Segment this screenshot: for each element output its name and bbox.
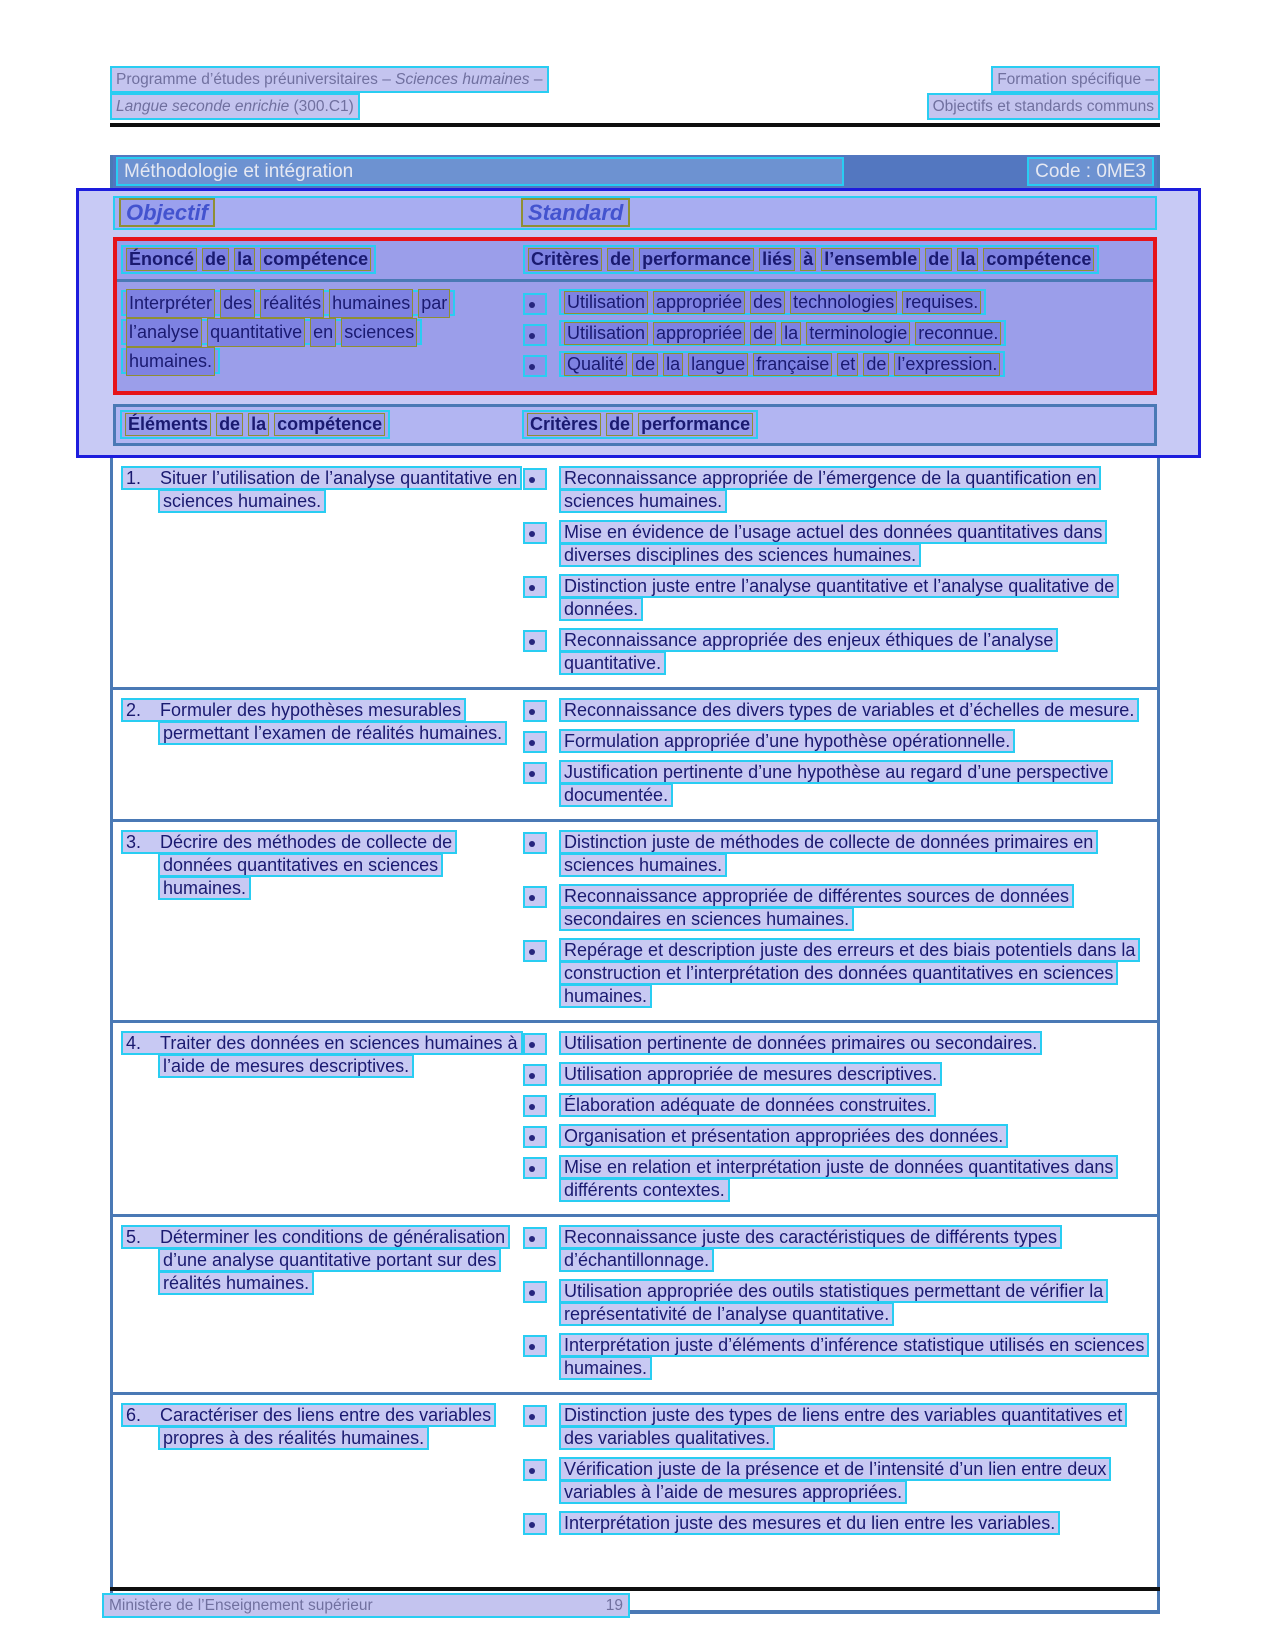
header-langue-code: (300.C1)	[289, 98, 354, 115]
criterion-text: Utilisation appropriée de mesures descriptives.	[559, 1062, 942, 1086]
list-item	[523, 1226, 1153, 1272]
page-header-line-2	[110, 93, 1160, 120]
criterion-text: Reconnaissance juste des caractéristiques de différents types d’échantillonnage.	[559, 1225, 1062, 1272]
list-item	[523, 1032, 1153, 1055]
page-header-line-1	[110, 66, 1160, 93]
criterion-text: Interprétation juste d’éléments d’inférence statistique utilisés en sciences humaines.	[559, 1333, 1149, 1380]
criterion-text: Interprétation juste des mesures et du lien entre les variables.	[559, 1511, 1060, 1535]
bullet-icon	[523, 1033, 547, 1055]
bullet-icon	[523, 1227, 547, 1249]
bullet-icon	[523, 355, 547, 377]
element-text: Décrire des méthodes de collecte de données quantitatives en sciences humaines.	[160, 832, 453, 898]
list-item	[523, 730, 1153, 753]
bullet-icon	[523, 731, 547, 753]
header-objectifs-label: Objectifs et standards communs	[927, 93, 1160, 120]
criterion-text: Repérage et description juste des erreurs et des biais potentiels dans la construction et l’interprétation des données quantitatives en sciences humaines.	[559, 938, 1140, 1008]
criterion-text: Distinction juste des types de liens entre des variables quantitatives et des variables qualitatives.	[559, 1403, 1127, 1450]
table-row	[113, 1392, 1157, 1610]
list-item	[523, 1334, 1153, 1380]
list-item	[523, 1094, 1153, 1117]
list-item	[523, 353, 1149, 377]
bullet-icon	[523, 293, 547, 315]
criterion-text: Distinction juste de méthodes de collecte de données primaires en sciences humaines.	[559, 830, 1098, 877]
list-item	[523, 831, 1153, 877]
criterion-text: Distinction juste entre l’analyse quantitative et l’analyse qualitative de données.	[559, 574, 1119, 621]
element-number: 4.	[126, 1033, 142, 1053]
element-number: 2.	[126, 700, 142, 720]
footer-rule	[110, 1587, 1160, 1591]
bullet-icon	[523, 1095, 547, 1117]
enonce-right-header: Critères de performance liés à l’ensemble de la compétence	[523, 245, 1099, 274]
bullet-icon	[523, 762, 547, 784]
list-item	[523, 1404, 1153, 1450]
criterion-text: Utilisation pertinente de données primaires ou secondaires.	[559, 1031, 1042, 1055]
objectif-standard-annotation-box	[76, 188, 1201, 458]
standard-heading: Standard	[521, 198, 630, 227]
criterion-text: Mise en relation et interprétation juste de données quantitatives dans différents contextes.	[559, 1155, 1118, 1202]
list-item	[523, 521, 1153, 567]
element-text: Traiter des données en sciences humaines à l’aide de mesures descriptives.	[160, 1033, 518, 1076]
element-cell	[117, 831, 523, 1008]
bullet-icon	[523, 1513, 547, 1535]
enonce-body-row	[117, 282, 1153, 391]
enonce-criterion: Utilisation appropriée de la terminologie reconnue.	[559, 320, 1006, 346]
bullet-icon	[523, 700, 547, 722]
footer-page-number: 19	[605, 1597, 623, 1614]
criterion-text: Reconnaissance appropriée de l’émergence de la quantification en sciences humaines.	[559, 466, 1101, 513]
list-item	[523, 761, 1153, 807]
competence-statement: Interpréter des réalités humaines par l’analyse quantitative en sciences humaines.	[121, 289, 491, 376]
bullet-icon	[523, 630, 547, 652]
list-item	[523, 1125, 1153, 1148]
list-item	[523, 885, 1153, 931]
bullet-icon	[523, 324, 547, 346]
criterion-text: Élaboration adéquate de données construites.	[559, 1093, 936, 1117]
bullet-icon	[523, 886, 547, 908]
table-row	[113, 1214, 1157, 1392]
elements-header-row	[113, 404, 1157, 446]
table-row	[113, 819, 1157, 1020]
elements-table-body	[113, 458, 1157, 1610]
table-title-bar	[113, 155, 1157, 188]
objectif-heading: Objectif	[119, 198, 215, 227]
bullet-icon	[523, 468, 547, 490]
page-header	[110, 66, 1160, 127]
list-item	[523, 1458, 1153, 1504]
objectif-standard-row	[113, 196, 1157, 230]
bullet-icon	[523, 1459, 547, 1481]
bullet-icon	[523, 832, 547, 854]
bullet-icon	[523, 1405, 547, 1427]
enonce-header-row	[117, 241, 1153, 282]
element-text: Caractériser des liens entre des variables propres à des réalités humaines.	[160, 1405, 492, 1448]
bullet-icon	[523, 940, 547, 962]
element-number: 6.	[126, 1405, 142, 1425]
element-cell	[117, 1032, 523, 1202]
competence-table	[110, 155, 1160, 1614]
bullet-icon	[523, 1126, 547, 1148]
element-number: 3.	[126, 832, 142, 852]
element-text: Déterminer les conditions de généralisation d’une analyse quantitative portant sur des réalités humaines.	[160, 1227, 506, 1293]
criterion-text: Justification pertinente d’une hypothèse au regard d’une perspective documentée.	[559, 760, 1113, 807]
list-item	[523, 699, 1153, 722]
footer-ministry: Ministère de l’Enseignement supérieur	[109, 1597, 373, 1614]
header-program-title	[110, 66, 549, 93]
criterion-text: Mise en évidence de l’usage actuel des données quantitatives dans diverses disciplines des sciences humaines.	[559, 520, 1107, 567]
table-code: Code : 0ME3	[1027, 157, 1154, 186]
element-number: 5.	[126, 1227, 142, 1247]
element-cell	[117, 467, 523, 675]
list-item	[523, 629, 1153, 675]
list-item	[523, 467, 1153, 513]
list-item	[523, 322, 1149, 346]
element-cell	[117, 699, 523, 807]
enonce-left-header: Énoncé de la compétence	[121, 245, 376, 274]
criterion-text: Formulation appropriée d’une hypothèse opérationnelle.	[559, 729, 1015, 753]
list-item	[523, 1512, 1153, 1535]
criterion-text: Reconnaissance appropriée des enjeux éthiques de l’analyse quantitative.	[559, 628, 1058, 675]
header-program-plain: Programme d’études préuniversitaires –	[116, 71, 396, 88]
enonce-section	[113, 237, 1157, 395]
list-item	[523, 1063, 1153, 1086]
list-item	[523, 939, 1153, 1008]
header-langue-italic: Langue seconde enrichie	[116, 98, 290, 115]
list-item	[523, 291, 1149, 315]
bullet-icon	[523, 1335, 547, 1357]
table-title: Méthodologie et intégration	[116, 157, 844, 186]
bullet-icon	[523, 522, 547, 544]
header-program-italic: Sciences humaines	[395, 71, 530, 88]
element-text: Formuler des hypothèses mesurables permettant l’examen de réalités humaines.	[160, 700, 503, 743]
header-rule	[110, 123, 1160, 127]
footer-bar	[102, 1593, 630, 1618]
bullet-icon	[523, 1064, 547, 1086]
table-row	[113, 1020, 1157, 1214]
header-program-tail: –	[529, 71, 543, 88]
list-item	[523, 1280, 1153, 1326]
table-row	[113, 687, 1157, 819]
bullet-icon	[523, 1157, 547, 1179]
criterion-text: Reconnaissance appropriée de différentes sources de données secondaires en sciences humaines.	[559, 884, 1074, 931]
list-item	[523, 575, 1153, 621]
list-item	[523, 1156, 1153, 1202]
criterion-text: Reconnaissance des divers types de variables et d’échelles de mesure.	[559, 698, 1139, 722]
criterion-text: Vérification juste de la présence et de l’intensité d’un lien entre deux variables à l’aide de mesures appropriées.	[559, 1457, 1111, 1504]
table-row	[113, 458, 1157, 687]
header-langue-label	[110, 93, 360, 120]
element-text: Situer l’utilisation de l’analyse quantitative en sciences humaines.	[160, 468, 518, 511]
enonce-criterion: Utilisation appropriée des technologies requises.	[559, 289, 986, 315]
element-number: 1.	[126, 468, 142, 488]
bullet-icon	[523, 1281, 547, 1303]
criterion-text: Organisation et présentation appropriées des données.	[559, 1124, 1008, 1148]
element-cell	[117, 1226, 523, 1380]
page-footer	[110, 1584, 1160, 1618]
criterion-text: Utilisation appropriée des outils statistiques permettant de vérifier la représentativité de l’analyse quantitative.	[559, 1279, 1108, 1326]
bullet-icon	[523, 576, 547, 598]
header-formation-label: Formation spécifique –	[991, 66, 1160, 93]
enonce-criterion: Qualité de la langue française et de l’expression.	[559, 351, 1005, 377]
element-cell	[117, 1404, 523, 1598]
elements-right-header: Critères de performance	[522, 410, 758, 439]
elements-left-header: Éléments de la compétence	[120, 410, 390, 439]
